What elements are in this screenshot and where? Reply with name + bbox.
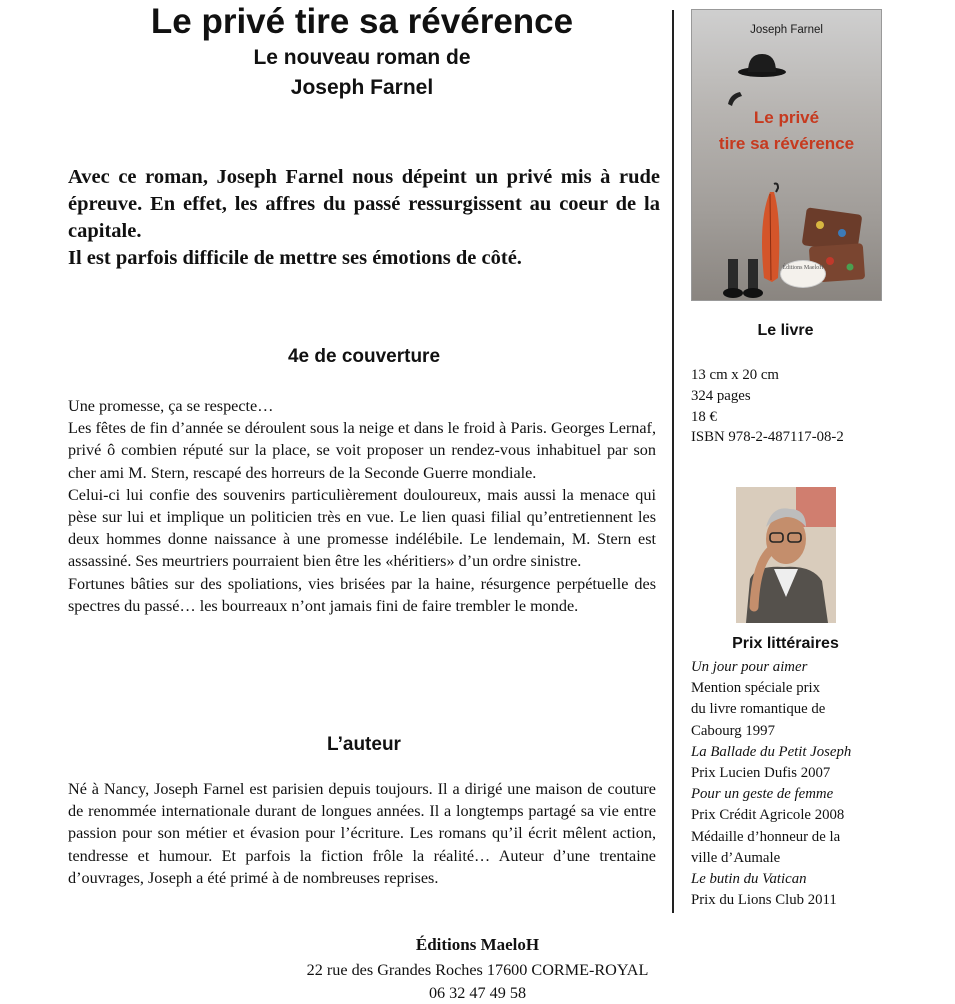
publisher-name: Éditions MaeloH: [415, 935, 540, 954]
author-bio: [68, 778, 656, 889]
award-text: Prix Crédit Agricole 2008: [691, 807, 845, 824]
award-book-title: La Ballade du Petit Joseph: [691, 743, 852, 760]
book-details: [691, 365, 891, 448]
pipe-icon: [726, 88, 746, 108]
cover-author: Joseph Farnel: [750, 24, 823, 36]
author-portrait-icon: [736, 487, 836, 623]
author-photo: [736, 487, 836, 623]
author-heading: L’auteur: [327, 734, 401, 755]
column-divider: [672, 10, 674, 913]
back-cover-text: [68, 395, 656, 617]
book-pages: 324 pages: [691, 387, 751, 404]
award-text: Cabourg 1997: [691, 722, 775, 739]
back-cover-paragraph: Celui-ci lui confie des souvenirs particulièrement douloureux, mais aussi la menace qui pèse sur lui et implique un politicien très en vue. Le lien quasi filial qu’entretiennent les deux hommes donne naissance à une promesse indélébile. Le lendemain, M. Stern est assassiné. Ses meurtriers pourraient bien être les «héritiers» d’un ordre sinistre.: [68, 485, 656, 571]
subtitle-line-2: Joseph Farnel: [290, 76, 434, 99]
publisher-phone: 06 32 47 49 58: [428, 984, 527, 1002]
publisher-address: 22 rue des Grandes Roches 17600 CORME-ROYAL: [306, 961, 649, 979]
awards-heading: Prix littéraires: [732, 635, 839, 652]
award-text: Mention spéciale prix: [691, 680, 821, 697]
feet-icon: [720, 255, 770, 300]
intro-paragraph: Avec ce roman, Joseph Farnel nous dépeint un privé mis à rude épreuve. En effet, les affres du passé ressurgissent au coeur de la capitale.: [68, 166, 660, 242]
back-cover-paragraph: Les fêtes de fin d’année se déroulent sous la neige et dans le froid à Paris. Georges Lernaf, privé ô combien réputé sur la place, se voit proposer un rendez-vous inhabituel par son cher ami M. Stern, rescapé des horreurs de la Seconde Guerre mondiale.: [68, 419, 656, 482]
page-title: Le privé tire sa révérence: [150, 2, 574, 41]
publisher-logo: Éditions MaeloH: [780, 260, 826, 288]
author-bio-paragraph: Né à Nancy, Joseph Farnel est parisien depuis toujours. Il a dirigé une maison de couture de renommée internationale durant de longues années. Il a longtemps partagé sa vie entre passion pour son métier et évasion pour l’écriture. Les romans qu’il écrit mêlent action, tendresse et humour. Et parfois la fiction frôle la réalité… Auteur d’une trentaine d’ouvrages, Joseph a été primé à de nombreuses reprises.: [68, 780, 656, 887]
award-text: Prix du Lions Club 2011: [691, 892, 837, 909]
intro-paragraph: Il est parfois difficile de mettre ses émotions de côté.: [68, 247, 522, 269]
award-book-title: Le butin du Vatican: [691, 871, 807, 888]
bowler-hat-icon: [732, 46, 792, 80]
cover-title-line-1: Le privé: [753, 108, 820, 127]
subtitle-line-1: Le nouveau roman de: [253, 46, 471, 69]
book-heading: Le livre: [757, 322, 814, 339]
award-book-title: Pour un geste de femme: [691, 786, 834, 803]
awards-list: [691, 657, 901, 911]
book-isbn: ISBN 978-2-487117-08-2: [691, 429, 844, 446]
award-text: du livre romantique de: [691, 701, 826, 718]
back-cover-paragraph: Fortunes bâties sur des spoliations, vies brisées par la haine, résurgence perpétuelle des spectres du passé… les bourreaux n’ont jamais fini de faire trembler le monde.: [68, 574, 656, 615]
award-text: Prix Lucien Dufis 2007: [691, 765, 831, 782]
book-format: 13 cm x 20 cm: [691, 367, 779, 383]
award-book-title: Un jour pour aimer: [691, 659, 808, 675]
award-text: Médaille d’honneur de la: [691, 828, 841, 845]
cover-title-line-2: tire sa révérence: [718, 134, 855, 153]
book-cover-image: [691, 9, 882, 301]
book-price: 18 €: [691, 408, 717, 425]
back-cover-heading: 4e de couverture: [287, 346, 441, 367]
award-text: ville d’Aumale: [691, 849, 781, 866]
intro-text: [68, 164, 660, 272]
back-cover-paragraph: Une promesse, ça se respecte…: [68, 397, 274, 415]
